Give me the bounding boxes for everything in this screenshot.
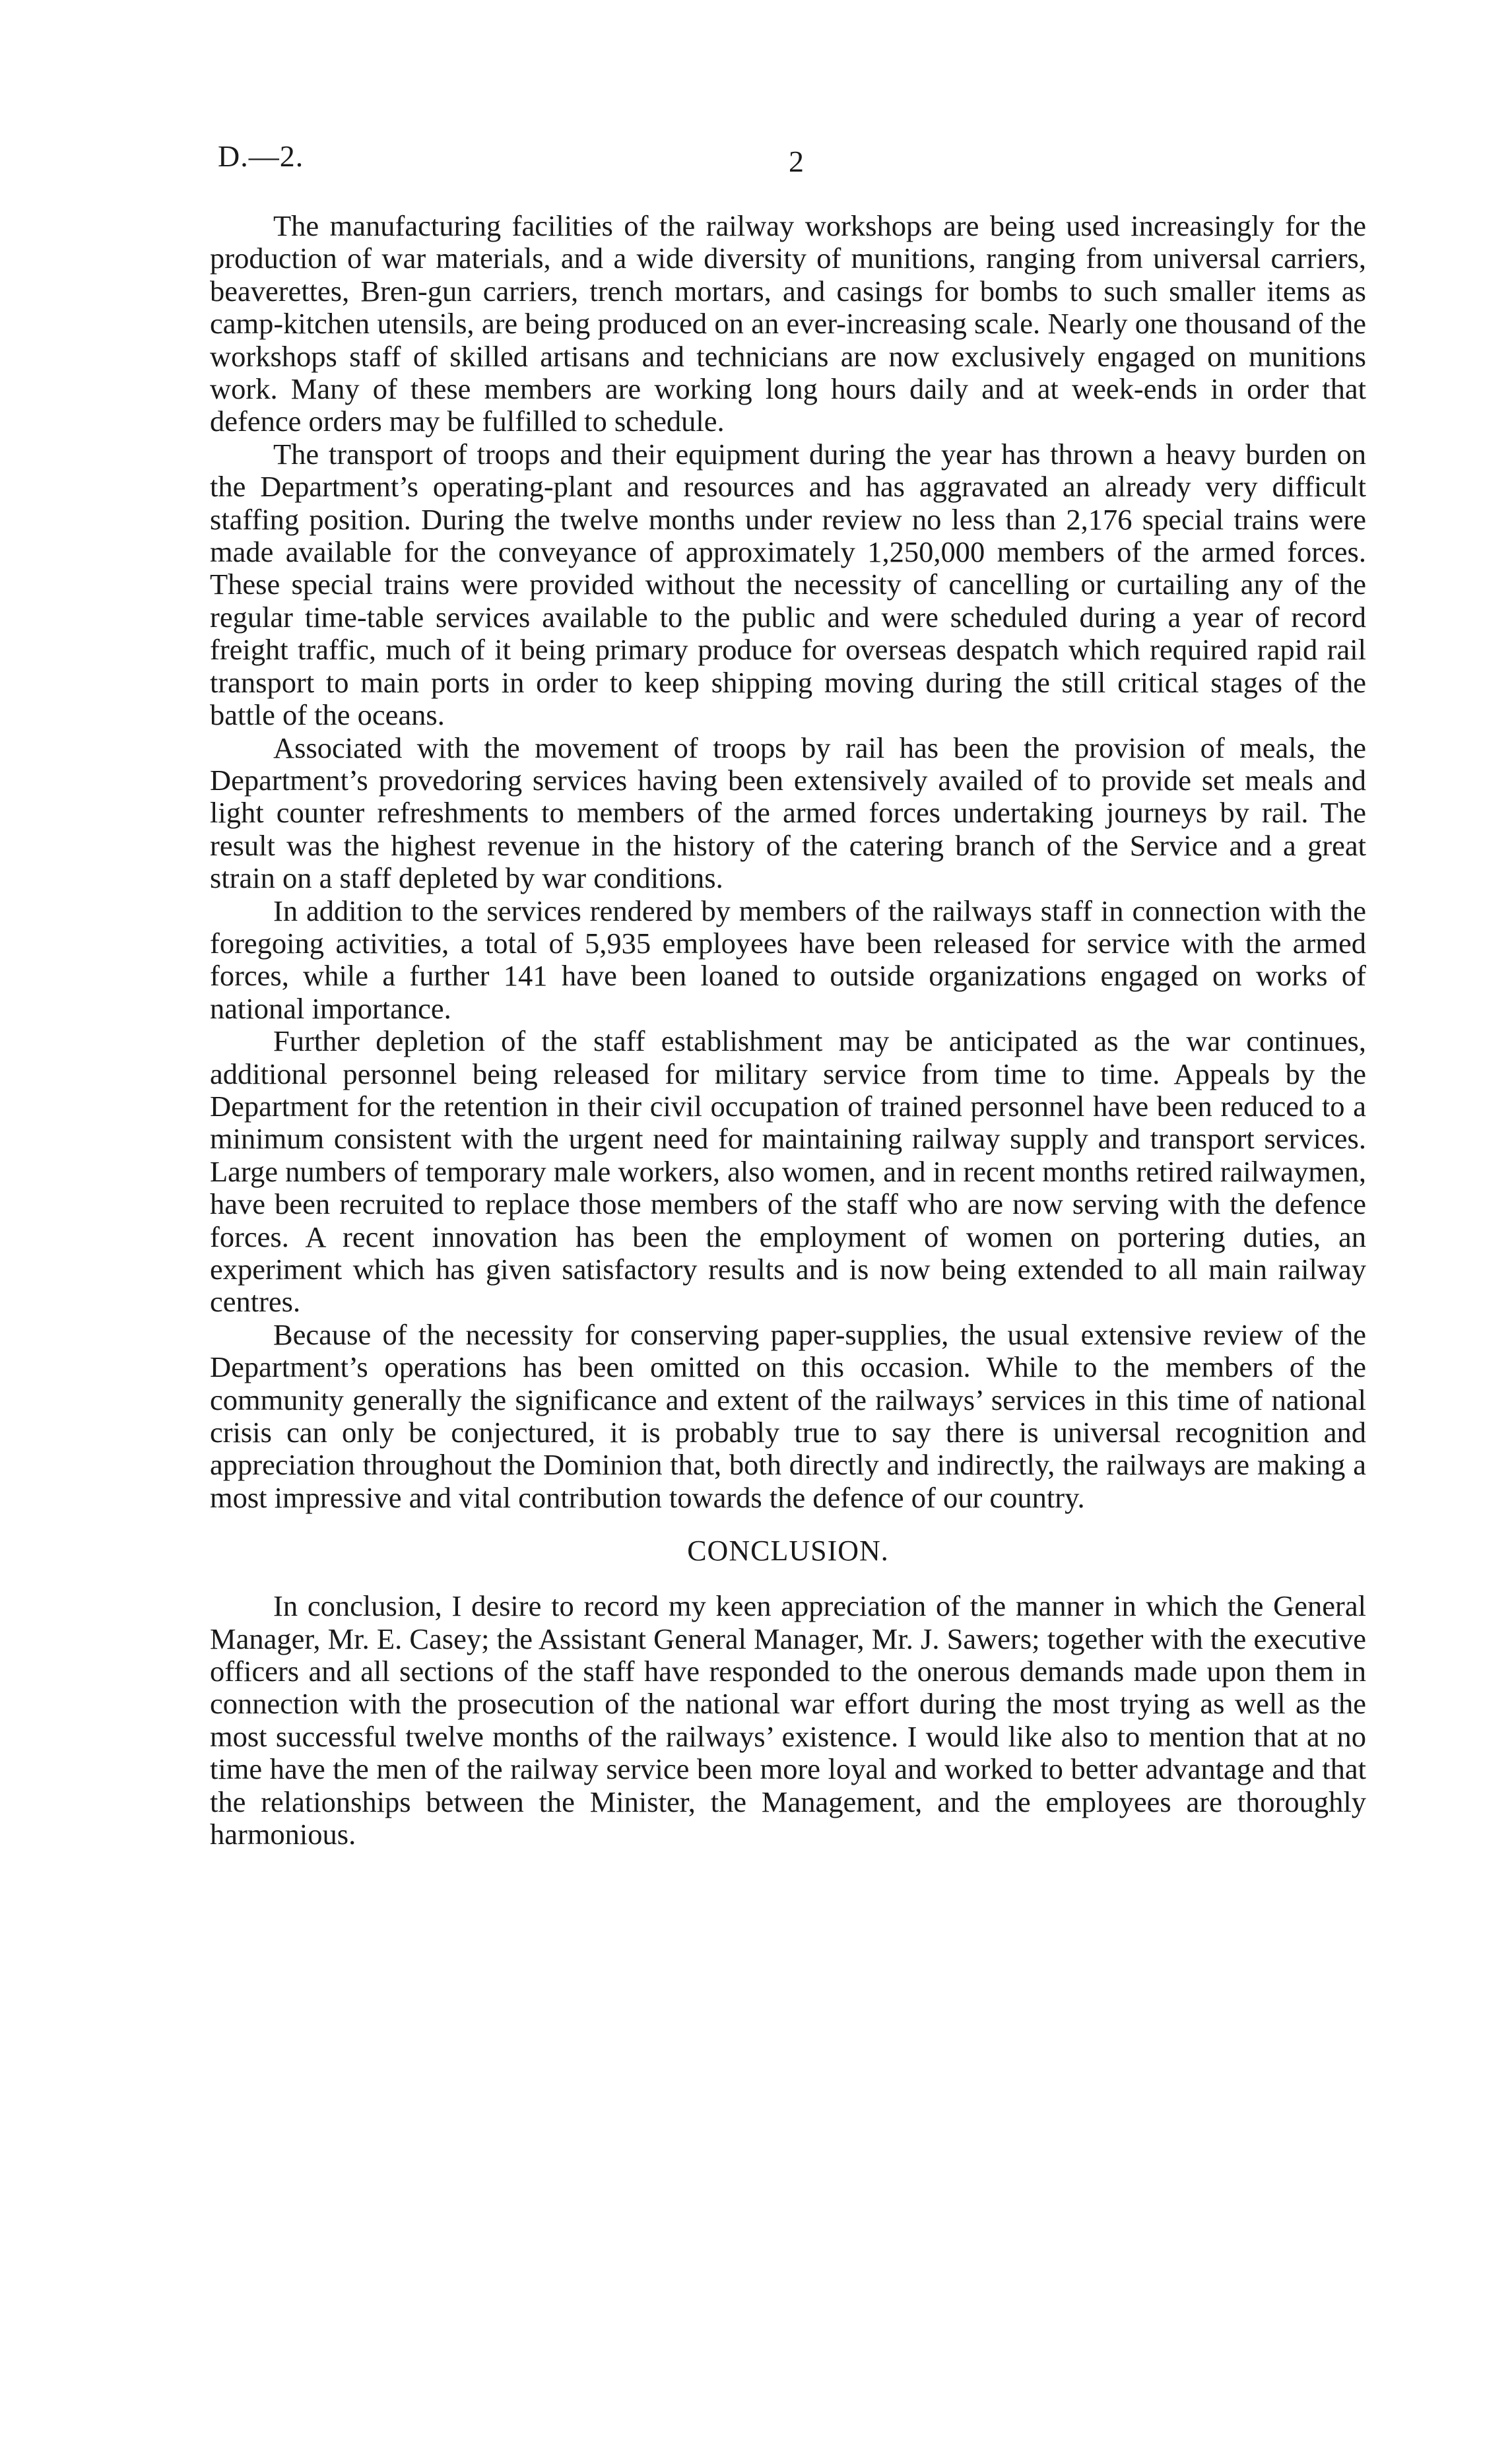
paragraph-paper-supplies: Because of the necessity for conserving paper-supplies, the usual extensive review of the Department’s operations has been omitted on this occasion. While to the members of the community generally the significance and extent of the railways’ services in this time of national crisis can only be conjectured, it is probably true to say there is universal recognition and appreciation throughout the Dominion that, both directly and indirectly, the railways are making a most impressive and vital contribution towards the defence of our country. xyxy=(210,1317,1366,1514)
paragraph-meals: Associated with the movement of troops by rail has been the provision of meals, the Department’s provedoring services having been extensively availed of to provide set meals and light counter refreshments to members of the armed forces undertaking journeys by rail. The result was the highest revenue in the history of the catering branch of the Service and a great strain on a staff depleted by war conditions. xyxy=(210,731,1366,895)
page-number: 2 xyxy=(789,145,804,178)
paragraph-troop-transport: The transport of troops and their equipment during the year has thrown a heavy burden on the Department’s operating-plant and resources and has aggravated an already very difficult staffing position. During the twelve months under review no less than 2,176 special trains were made available for the conveyance of approximately 1,250,000 members of the armed forces. These special trains were provided without the necessity of cancelling or curtailing any of the regular time-table services available to the public and were scheduled during a year of record freight traffic, much of it being primary produce for overseas despatch which required rapid rail transport to main ports in order to keep shipping moving during the still critical stages of the battle of the oceans. xyxy=(210,437,1366,732)
conclusion-heading: CONCLUSION. xyxy=(687,1535,889,1568)
paragraph-staff-depletion: Further depletion of the staff establishment may be anticipated as the war continues, additional personnel being released for military service from time to time. Appeals by the Department for the retention in their civil occupation of trained personnel have been reduced to a minimum consistent with the urgent need for maintaining railway supply and transport services. Large numbers of temporary male workers, also women, and in recent months retired railwaymen, have been recruited to replace those members of the staff who are now serving with the defence forces. A recent innovation has been the employment of women on portering duties, an experiment which has given satisfactory results and is now being extended to all main railway centres. xyxy=(210,1024,1366,1319)
body-text xyxy=(210,210,1366,1851)
document-reference: D.—2. xyxy=(218,139,304,173)
paragraph-workshops: The manufacturing facilities of the railway workshops are being used increasingly for the production of war materials, and a wide diversity of munitions, ranging from universal carriers, beaverettes, Bren-gun carriers, trench mortars, and casings for bombs to such smaller items as camp-kitchen utensils, are being produced on an ever-increasing scale. Nearly one thousand of the workshops staff of skilled artisans and technicians are now exclusively engaged on munitions work. Many of these members are working long hours daily and at week-ends in order that defence orders may be fulfilled to schedule. xyxy=(210,209,1366,438)
paragraph-conclusion: In conclusion, I desire to record my keen appreciation of the manner in which the General Manager, Mr. E. Casey; the Assistant General Manager, Mr. J. Sawers; together with the executive officers and all sections of the staff have responded to the onerous demands made upon them in connection with the prosecution of the national war effort during the most trying as well as the most successful twelve months of the railways’ existence. I would like also to mention that at no time have the men of the railway service been more loyal and worked to better advantage and that the relationships between the Minister, the Management, and the employees are thoroughly harmonious. xyxy=(210,1589,1366,1851)
paragraph-staff-released: In addition to the services rendered by members of the railways staff in connection with the foregoing activities, a total of 5,935 employees have been released for service with the armed forces, while a further 141 have been loaned to outside organizations engaged on works of national importance. xyxy=(210,894,1366,1025)
